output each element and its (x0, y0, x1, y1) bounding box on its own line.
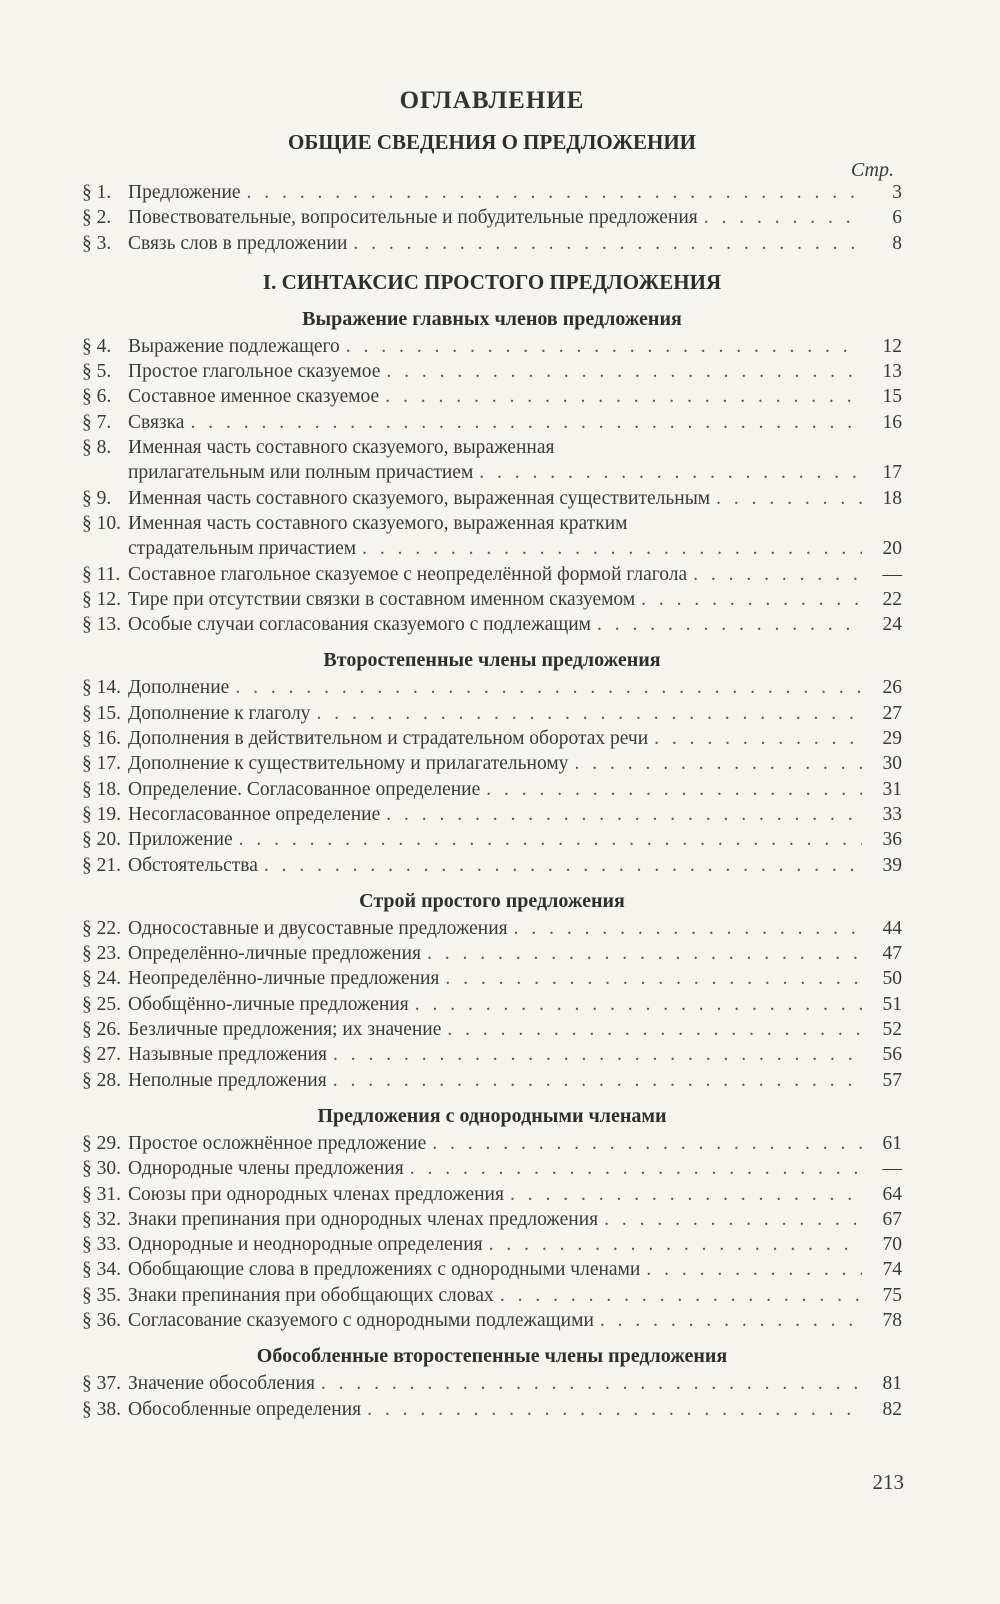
entry-page: 6 (892, 207, 902, 229)
section-title: I. СИНТАКСИС ПРОСТОГО ПРЕДЛОЖЕНИЯ (262, 269, 722, 294)
toc-entry[interactable] (82, 1397, 902, 1422)
toc-entry[interactable] (82, 1371, 902, 1396)
entry-page: 24 (882, 614, 902, 636)
entry-line (82, 1156, 902, 1181)
toc-entry[interactable] (82, 827, 902, 852)
toc-entry[interactable] (82, 916, 902, 941)
entry-line (82, 701, 902, 726)
entry-title: Знаки препинания при обобщающих словах (128, 1284, 494, 1306)
entry-line (82, 1283, 902, 1308)
leader-dots (646, 1257, 862, 1282)
entry-title: Значение обособления (128, 1373, 315, 1395)
leader-dots (190, 410, 862, 435)
entry-number: § 12. (82, 588, 121, 610)
entry-line (82, 853, 902, 878)
leader-dots (247, 180, 862, 205)
entry-page: 70 (882, 1234, 902, 1256)
entry-number: § 28. (82, 1069, 121, 1091)
section-title: Предложения с однородными членами (317, 1104, 667, 1127)
leader-dots (447, 1017, 862, 1042)
section-title: Строй простого предложения (359, 889, 625, 912)
entry-number: § 22. (82, 917, 121, 939)
leader-dots (386, 802, 862, 827)
entry-page: 26 (882, 677, 902, 699)
entry-number: § 27. (82, 1044, 121, 1066)
leader-dots (321, 1371, 862, 1396)
entry-title: Составное именное сказуемое (128, 386, 380, 408)
toc-entry[interactable] (82, 511, 902, 562)
leader-dots (489, 1232, 862, 1257)
entry-number: § 23. (82, 943, 121, 965)
leader-dots (597, 612, 862, 637)
section-entries (82, 180, 902, 256)
entry-title: Согласование сказуемого с однородными подлежащими (128, 1309, 594, 1331)
entry-title: Именная часть составного сказуемого, выраженная (128, 437, 555, 459)
entry-title: Безличные предложения; их значение (128, 1019, 442, 1041)
entry-line (82, 511, 902, 536)
entry-page: 78 (882, 1309, 902, 1331)
toc-section (82, 888, 902, 1093)
entry-number: § 8. (82, 437, 112, 459)
entry-line (82, 1068, 902, 1093)
entry-number: § 9. (82, 487, 112, 509)
entry-title: Обособленные определения (128, 1398, 362, 1420)
entry-line (82, 1131, 902, 1156)
entry-number: § 34. (82, 1259, 121, 1281)
leader-dots (346, 334, 862, 359)
entry-line-continued (82, 460, 902, 485)
toc-entry[interactable] (82, 1156, 902, 1181)
entry-title: Обобщённо-личные предложения (128, 993, 409, 1015)
toc-entry[interactable] (82, 777, 902, 802)
toc-entry[interactable] (82, 1207, 902, 1232)
toc-entry[interactable] (82, 726, 902, 751)
toc-section (82, 1103, 902, 1333)
entry-number: § 19. (82, 803, 121, 825)
toc-section (82, 1343, 902, 1422)
entry-line (82, 562, 902, 587)
leader-dots (716, 486, 862, 511)
entry-page: 22 (882, 588, 902, 610)
entry-page: 13 (882, 361, 902, 383)
entry-title: Определение. Согласованное определение (128, 778, 481, 800)
entry-line (82, 180, 902, 205)
entry-page: 74 (882, 1259, 902, 1281)
entry-line (82, 334, 902, 359)
entry-number: § 38. (82, 1398, 121, 1420)
entry-title: Дополнение (128, 677, 230, 699)
toc-entry[interactable] (82, 334, 902, 359)
entry-line (82, 359, 902, 384)
toc-entry[interactable] (82, 1042, 902, 1067)
section-title: Второстепенные члены предложения (323, 649, 661, 672)
entry-line (82, 1371, 902, 1396)
entry-title: Именная часть составного сказуемого, выраженная кратким (128, 512, 628, 534)
section-title: ОБЩИЕ СВЕДЕНИЯ О ПРЕДЛОЖЕНИИ (287, 130, 697, 154)
section-entries (82, 334, 902, 638)
entry-line (82, 941, 902, 966)
leader-dots (386, 359, 862, 384)
entry-page: 18 (882, 487, 902, 509)
entry-title: Неопределённо-личные предложения (128, 968, 440, 990)
toc-entry[interactable] (82, 410, 902, 435)
entry-line (82, 486, 902, 511)
toc-entry[interactable] (82, 1068, 902, 1093)
toc-entry[interactable] (82, 853, 902, 878)
entry-title: Составное глагольное сказуемое с неопределённой формой глагола (128, 563, 688, 585)
entry-number: § 18. (82, 778, 121, 800)
entry-page: 51 (882, 993, 902, 1015)
entry-title: Связь слов в предложении (128, 232, 348, 254)
entry-number: § 25. (82, 993, 121, 1015)
entry-number: § 36. (82, 1309, 121, 1331)
entry-line (82, 587, 902, 612)
entry-page: 29 (882, 728, 902, 750)
toc-entry[interactable] (82, 384, 902, 409)
leader-dots (235, 675, 862, 700)
toc-entry[interactable] (82, 1232, 902, 1257)
entry-title: Назывные предложения (128, 1044, 328, 1066)
toc-entry[interactable] (82, 231, 902, 256)
entry-title: Знаки препинания при однородных членах предложения (128, 1208, 599, 1230)
toc-entry[interactable] (82, 612, 902, 637)
leader-dots (427, 941, 862, 966)
entry-line (82, 410, 902, 435)
entry-title: Определённо-личные предложения (128, 943, 421, 965)
entry-page: 36 (882, 829, 902, 851)
leader-dots (333, 1068, 862, 1093)
entry-line (82, 777, 902, 802)
entry-page: 39 (882, 854, 902, 876)
entry-title: Союзы при однородных членах предложения (128, 1183, 504, 1205)
entry-number: § 17. (82, 753, 121, 775)
leader-dots (514, 916, 862, 941)
section-entries (82, 1131, 902, 1333)
toc-entry[interactable] (82, 587, 902, 612)
toc-section (82, 306, 902, 638)
entry-page: 20 (882, 538, 902, 560)
toc-entry[interactable] (82, 180, 902, 205)
entry-number: § 1. (82, 182, 112, 203)
entry-page: 31 (882, 778, 902, 800)
toc-entry[interactable] (82, 1182, 902, 1207)
entry-title-continued: прилагательным или полным причастием (128, 462, 474, 484)
entry-line (82, 916, 902, 941)
entry-title: Именная часть составного сказуемого, выраженная существительным (128, 487, 711, 509)
entry-page: 33 (882, 803, 902, 825)
leader-dots (486, 777, 862, 802)
entry-number: § 26. (82, 1019, 121, 1041)
entry-page: 8 (892, 232, 902, 254)
toc-entry[interactable] (82, 1017, 902, 1042)
entry-line (82, 966, 902, 991)
leader-dots (367, 1397, 862, 1422)
entry-title: Дополнение к глаголу (128, 702, 311, 724)
entry-line (82, 992, 902, 1017)
entry-title: Однородные и неоднородные определения (128, 1234, 483, 1256)
entry-title: Повествовательные, вопросительные и побудительные предложения (128, 207, 698, 229)
leader-dots (641, 587, 862, 612)
entry-line (82, 726, 902, 751)
entry-page: 50 (882, 968, 902, 990)
entry-line (82, 1232, 902, 1257)
entry-number: § 5. (82, 361, 112, 383)
entry-page: 3 (892, 182, 902, 203)
entry-number: § 32. (82, 1208, 121, 1230)
entry-page: 75 (882, 1284, 902, 1306)
entry-page: 15 (882, 386, 902, 408)
leader-dots (410, 1156, 862, 1181)
entry-page: 12 (882, 335, 902, 357)
leader-dots (353, 231, 862, 256)
toc-section (82, 269, 902, 296)
entry-number: § 15. (82, 702, 121, 724)
entry-page: 52 (882, 1019, 902, 1041)
toc-entry[interactable] (82, 435, 902, 486)
entry-title: Предложение (128, 182, 241, 203)
entry-line (82, 384, 902, 409)
entry-number: § 7. (82, 411, 112, 433)
entry-page: 56 (882, 1044, 902, 1066)
toc-title: ОГЛАВЛЕНИЕ (399, 87, 585, 114)
entry-page: 16 (882, 411, 902, 433)
entry-title: Простое осложнённое предложение (128, 1132, 427, 1154)
toc-entry[interactable] (82, 359, 902, 384)
entry-title: Выражение подлежащего (128, 335, 340, 357)
section-title: Обособленные второстепенные члены предложения (256, 1345, 728, 1368)
leader-dots (693, 562, 862, 587)
entry-page: 57 (882, 1069, 902, 1091)
entry-number: § 10. (82, 512, 121, 534)
entry-number: § 3. (82, 232, 112, 254)
leader-dots (385, 384, 862, 409)
entry-number: § 16. (82, 728, 121, 750)
leader-dots (479, 460, 862, 485)
entry-title: Обстоятельства (128, 854, 258, 876)
entry-line (82, 1182, 902, 1207)
entry-page: 64 (882, 1183, 902, 1205)
entry-number: § 14. (82, 677, 121, 699)
toc-entry[interactable] (82, 205, 902, 230)
entry-line (82, 1397, 902, 1422)
toc-entry[interactable] (82, 966, 902, 991)
toc-entry[interactable] (82, 562, 902, 587)
entry-number: § 6. (82, 386, 112, 408)
leader-dots (600, 1308, 862, 1333)
entry-line (82, 802, 902, 827)
entry-line (82, 612, 902, 637)
entry-line (82, 1042, 902, 1067)
leader-dots (500, 1283, 862, 1308)
toc-section (82, 647, 902, 877)
entry-title: Неполные предложения (128, 1069, 327, 1091)
toc-entry[interactable] (82, 675, 902, 700)
entry-title: Однородные члены предложения (128, 1158, 404, 1180)
entry-number: § 2. (82, 207, 112, 229)
entry-line (82, 751, 902, 776)
leader-dots (604, 1207, 862, 1232)
leader-dots (333, 1042, 862, 1067)
entry-number: § 37. (82, 1373, 121, 1395)
entry-title: Связка (128, 411, 185, 433)
leader-dots (654, 726, 862, 751)
entry-number: § 4. (82, 335, 112, 357)
toc-sections (82, 129, 902, 1422)
leader-dots (704, 205, 862, 230)
entry-title: Односоставные и двусоставные предложения (128, 917, 508, 939)
entry-title: Простое глагольное сказуемое (128, 361, 381, 383)
leader-dots (510, 1182, 862, 1207)
entry-number: § 24. (82, 968, 121, 990)
entry-number: § 21. (82, 854, 121, 876)
entry-line (82, 1017, 902, 1042)
page-column-label: Стр. (850, 159, 894, 181)
section-entries (82, 675, 902, 877)
leader-dots (574, 751, 862, 776)
toc-entry[interactable] (82, 992, 902, 1017)
entry-number: § 33. (82, 1234, 121, 1256)
toc-page (82, 86, 902, 1422)
entry-line (82, 1207, 902, 1232)
entry-number: § 20. (82, 829, 121, 851)
entry-title-continued: страдательным причастием (128, 538, 357, 560)
toc-entry[interactable] (82, 1308, 902, 1333)
entry-line (82, 827, 902, 852)
entry-page: 30 (882, 753, 902, 775)
entry-page: — (882, 1158, 902, 1180)
entry-number: § 35. (82, 1284, 121, 1306)
page-number: 213 (872, 1470, 904, 1494)
entry-number: § 29. (82, 1132, 121, 1154)
entry-page: 67 (882, 1208, 902, 1230)
leader-dots (415, 992, 862, 1017)
entry-title: Приложение (128, 829, 233, 851)
toc-entry[interactable] (82, 1131, 902, 1156)
entry-title: Дополнения в действительном и страдательном оборотах речи (128, 728, 649, 750)
toc-entry[interactable] (82, 1283, 902, 1308)
entry-line (82, 205, 902, 230)
entry-page: — (882, 563, 902, 585)
section-entries (82, 916, 902, 1093)
entry-line (82, 231, 902, 256)
entry-title: Тире при отсутствии связки в составном именном сказуемом (128, 588, 636, 610)
section-entries (82, 1371, 902, 1422)
toc-entry[interactable] (82, 751, 902, 776)
entry-page: 82 (882, 1398, 902, 1420)
entry-line (82, 675, 902, 700)
toc-entry[interactable] (82, 941, 902, 966)
toc-entry[interactable] (82, 486, 902, 511)
leader-dots (239, 827, 862, 852)
toc-entry[interactable] (82, 802, 902, 827)
toc-entry[interactable] (82, 1257, 902, 1282)
leader-dots (316, 701, 862, 726)
entry-line (82, 435, 902, 460)
entry-number: § 31. (82, 1183, 121, 1205)
entry-page: 44 (882, 917, 902, 939)
entry-title: Несогласованное определение (128, 803, 381, 825)
entry-number: § 30. (82, 1158, 121, 1180)
entry-page: 47 (882, 943, 902, 965)
toc-entry[interactable] (82, 701, 902, 726)
entry-number: § 13. (82, 614, 121, 636)
leader-dots (264, 853, 862, 878)
toc-section (82, 129, 902, 256)
entry-title: Дополнение к существительному и прилагательному (128, 753, 569, 775)
entry-number: § 11. (82, 563, 121, 585)
entry-page: 61 (882, 1132, 902, 1154)
entry-line-continued (82, 536, 902, 561)
entry-page: 27 (882, 702, 902, 724)
entry-line (82, 1257, 902, 1282)
entry-page: 17 (882, 462, 902, 484)
leader-dots (445, 966, 862, 991)
section-title: Выражение главных членов предложения (302, 307, 682, 330)
entry-line (82, 1308, 902, 1333)
entry-title: Обобщающие слова в предложениях с однородными членами (128, 1259, 641, 1281)
leader-dots (362, 536, 862, 561)
leader-dots (432, 1131, 862, 1156)
entry-page: 81 (882, 1373, 902, 1395)
entry-title: Особые случаи согласования сказуемого с подлежащим (128, 614, 592, 636)
